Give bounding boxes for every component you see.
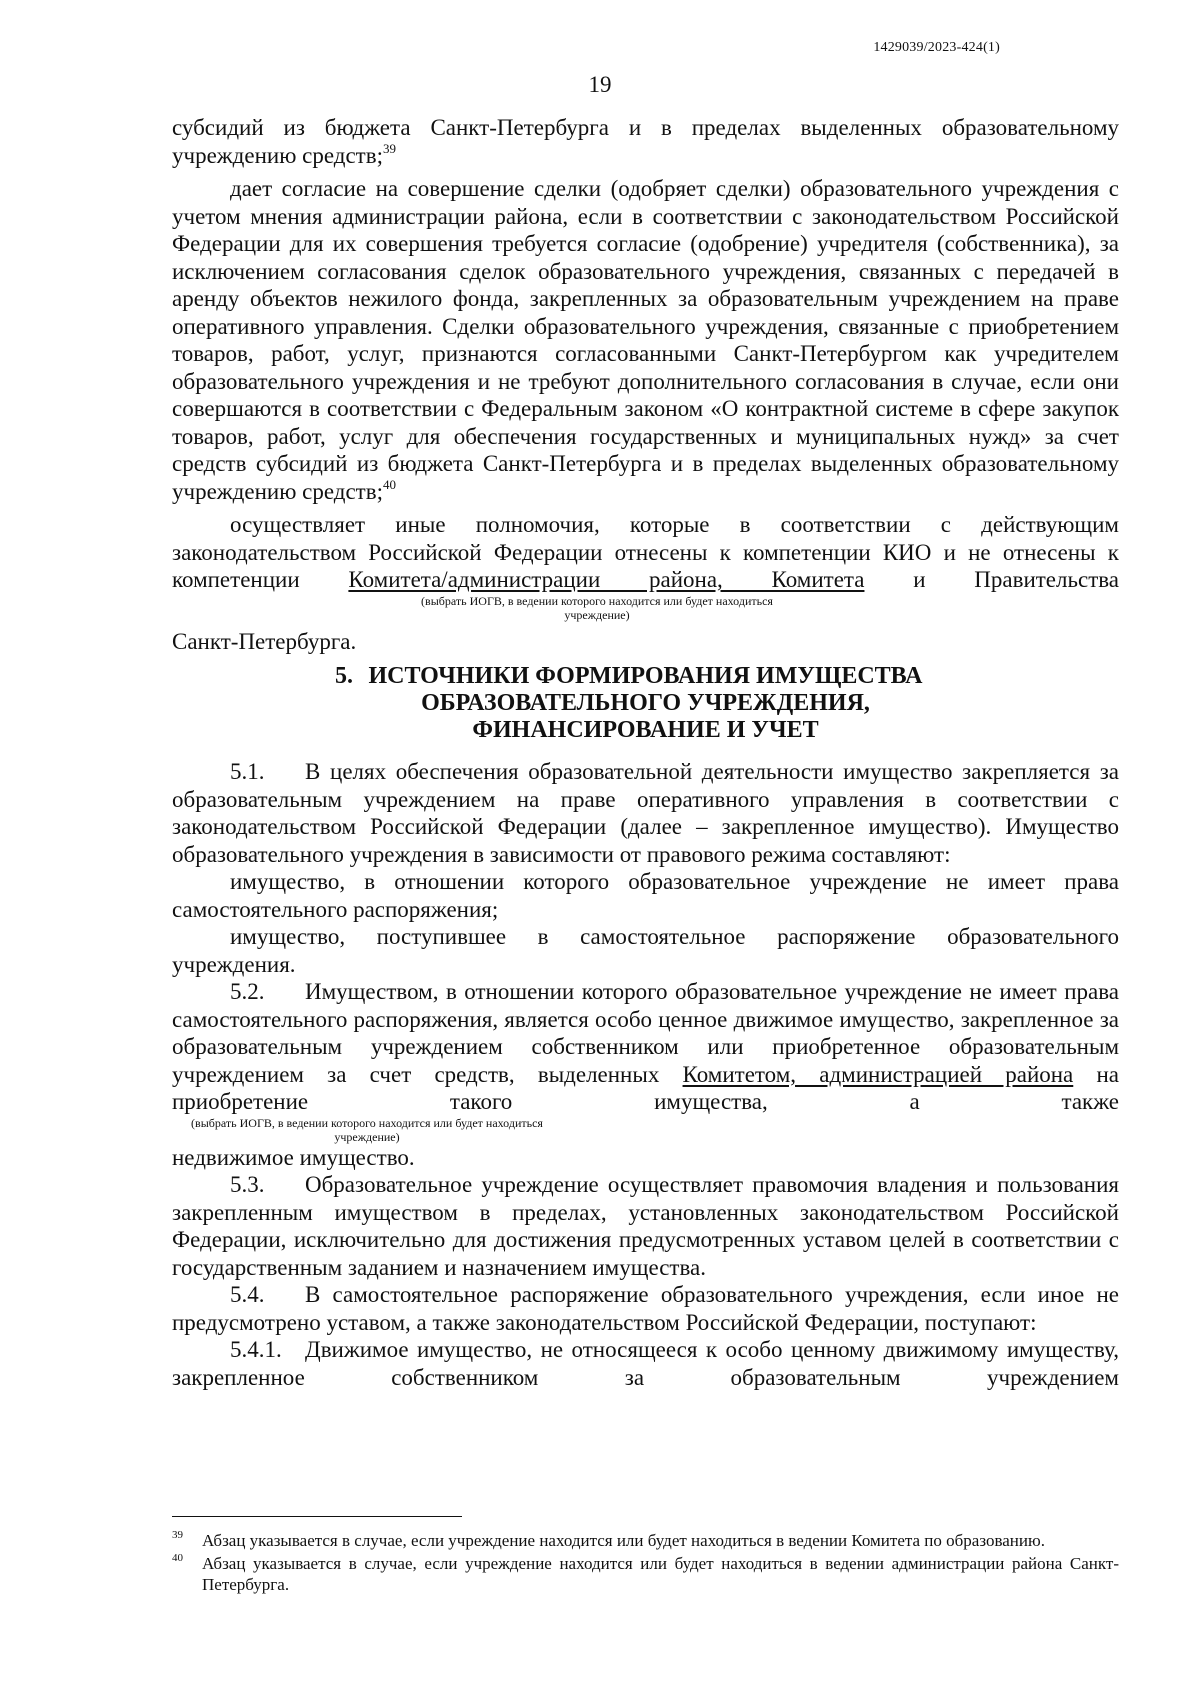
section-title-line: ФИНАНСИРОВАНИЕ И УЧЕТ (472, 717, 819, 743)
field-hint: (выбрать ИОГВ, в ведении которого находится или будет находиться учреждение) (191, 1115, 543, 1144)
document-body (172, 114, 1119, 1391)
footnote-mark: 39 (172, 1529, 183, 1541)
paragraph: субсидий из бюджета Санкт-Петербурга и в пределах выделенных образовательному учреждению средств;$^{39}$ (172, 115, 1119, 168)
section-number: 5. (335, 663, 353, 689)
list-item: имущество, поступившее в самостоятельное распоряжение образовательного учреждения. (172, 924, 1119, 977)
clause-number: 5.1. (230, 759, 265, 784)
list-item: имущество, в отношении которого образовательное учреждение не имеет права самостоятельного распоряжения; (172, 869, 1119, 922)
clause-5-4: 5.4. В самостоятельное распоряжение образовательного учреждения, если иное не предусмотрено уставом, а также законодательством Российской Федерации, поступают: (172, 1282, 1119, 1335)
clause-number: 5.3. (230, 1172, 265, 1197)
field-hint: (выбрать ИОГВ, в ведении которого находится или будет находиться учреждение) (421, 593, 773, 622)
footnote-ref: 40 (382, 476, 396, 492)
underlined-blank: Комитетом, администрацией района (682, 1061, 1074, 1087)
clause-5-3: 5.3. Образовательное учреждение осуществляет правомочия владения и пользования закрепленным имуществом в пределах, установленных законодательством Российской Федерации, исключительно для достижения предусмотренных уставом целей в соответствии с государственным заданием и назначением имущества. (172, 1172, 1119, 1280)
clause-5-4-1: 5.4.1. Движимое имущество, не относящееся к особо ценному движимому имуществу, закрепленное собственником за образовательным учреждением (172, 1337, 1119, 1390)
section-title-line: ОБРАЗОВАТЕЛЬНОГО УЧРЕЖДЕНИЯ, (421, 690, 870, 716)
clause-number: 5.4.1. (230, 1337, 282, 1362)
clause-number: 5.4. (230, 1282, 265, 1307)
paragraph: осуществляет иные полномочия, которые в соответствии с действующим законодательством Российской Федерации отнесены к компетенции КИО и не отнесены к компетенции Комитета/администрации района, Комитета и Правительства (172, 512, 1120, 592)
document-id: 1429039/2023-424(1) (873, 40, 1000, 55)
footnote-ref: 39 (382, 140, 396, 156)
clause-5-1: 5.1. В целях обеспечения образовательной деятельности имущество закрепляется за образовательным учреждением на праве оперативного управления в соответствии с законодательством Российской Федерации (далее – закрепленное имущество). Имущество образовательного учреждения в зависимости от правового режима составляют: (172, 759, 1119, 867)
page-number: 19 (588, 72, 612, 97)
footnote: 39 Абзац указывается в случае, если учреждение находится или будет находиться в ведении Комитета по образованию. (172, 1530, 1119, 1551)
footnote-separator (172, 1516, 462, 1517)
paragraph: Санкт-Петербурга. (172, 628, 357, 654)
paragraph: дает согласие на совершение сделки (одобряет сделки) образовательного учреждения с учетом мнения администрации района, если в соответствии с законодательством Российской Федерации для их совершения требуется согласие (одобрение) учредителя (собственника), за исключением согласования сделок образовательного учреждения, связанных с передачей в аренду объектов нежилого фонда, закрепленных за образовательным учреждением на праве оперативного управления. Сделки образовательного учреждения, связанные с приобретением товаров, работ, услуг, признаются согласованными Санкт-Петербургом как учредителем образовательного учреждения и не требуют дополнительного согласования в случае, если они совершаются в соответствии с Федеральным законом «О контрактной системе в сфере закупок товаров, работ, услуг для обеспечения государственных и муниципальных нужд» за счет средств субсидий из бюджета Санкт-Петербурга и в пределах выделенных образовательному учреждению средств;$^{40}$ (172, 176, 1119, 504)
section-heading (172, 663, 1119, 744)
clause-5-2: 5.2. Имуществом, в отношении которого образовательное учреждение не имеет права самостоятельного распоряжения, является особо ценное движимое имущество, закрепленное за образовательным учреждением собственником или приобретенное образовательным учреждением за счет средств, выделенных Комитетом, администрацией района на приобретение такого имущества, а также (172, 979, 1120, 1114)
section-title-line: ИСТОЧНИКИ ФОРМИРОВАНИЯ ИМУЩЕСТВА (368, 663, 923, 689)
underlined-blank: Комитета/администрации района, Комитета (348, 567, 865, 592)
clause-number: 5.2. (230, 979, 265, 1004)
footnote: 40 Абзац указывается в случае, если учреждение находится или будет находиться в ведении администрации района Санкт-Петербурга. (172, 1553, 1119, 1595)
paragraph: недвижимое имущество. (172, 1144, 415, 1170)
footnotes (172, 1530, 1119, 1597)
footnote-mark: 40 (172, 1552, 183, 1564)
